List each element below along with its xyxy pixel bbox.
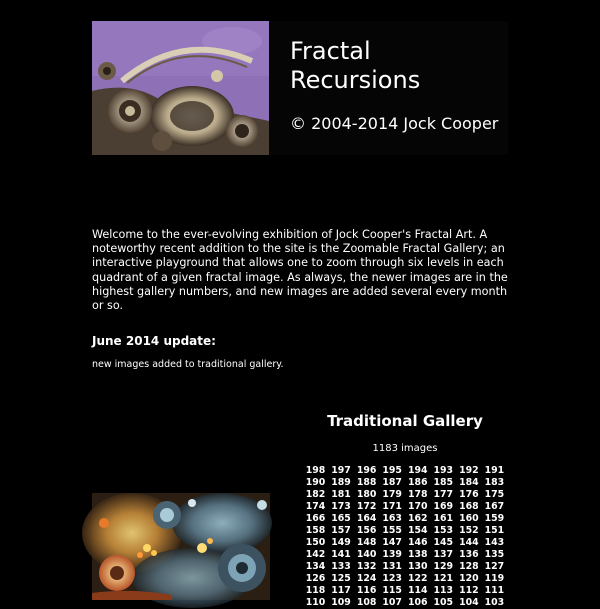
gallery-page-link[interactable]: 152: [459, 525, 479, 536]
gallery-page-link[interactable]: 169: [433, 501, 454, 512]
gallery-page-link[interactable]: 129: [433, 561, 454, 572]
gallery-page-link[interactable]: 168: [459, 501, 479, 512]
gallery-page-link[interactable]: 142: [305, 549, 326, 560]
gallery-page-link[interactable]: 181: [331, 489, 351, 500]
gallery-page-link[interactable]: 116: [356, 585, 377, 596]
gallery-number-row: [303, 537, 507, 549]
gallery-page-link[interactable]: 111: [484, 585, 505, 596]
gallery-number-row: [303, 573, 507, 585]
gallery-preview-image[interactable]: [92, 493, 270, 600]
gallery-page-link[interactable]: 122: [407, 573, 428, 584]
gallery-page-link[interactable]: 192: [459, 465, 479, 476]
gallery-page-link[interactable]: 135: [484, 549, 505, 560]
gallery-page-link[interactable]: 115: [382, 585, 402, 596]
gallery-page-link[interactable]: 194: [407, 465, 428, 476]
gallery-page-link[interactable]: 147: [382, 537, 402, 548]
gallery-page-link[interactable]: 141: [331, 549, 351, 560]
gallery-number-row: [303, 513, 507, 525]
gallery-page-link[interactable]: 186: [407, 477, 428, 488]
gallery-page-link[interactable]: 187: [382, 477, 402, 488]
gallery-page-link[interactable]: 161: [433, 513, 454, 524]
gallery-number-row: [303, 597, 507, 609]
gallery-page-link[interactable]: 165: [331, 513, 351, 524]
gallery-number-row: [303, 477, 507, 489]
gallery-number-row: [303, 585, 507, 597]
gallery-page-link[interactable]: 167: [484, 501, 505, 512]
gallery-page-link[interactable]: 180: [356, 489, 377, 500]
gallery-page-link[interactable]: 176: [459, 489, 479, 500]
site-title: [290, 37, 420, 95]
gallery-page-link[interactable]: 158: [305, 525, 326, 536]
gallery-page-link[interactable]: 121: [433, 573, 454, 584]
gallery-page-link[interactable]: 120: [459, 573, 479, 584]
gallery-page-link[interactable]: 198: [305, 465, 326, 476]
gallery-page-link[interactable]: 123: [382, 573, 402, 584]
update-text: new images added to traditional gallery.: [92, 359, 284, 370]
gallery-page-link[interactable]: 109: [331, 597, 351, 608]
gallery-page-link[interactable]: 125: [331, 573, 351, 584]
gallery-page-link[interactable]: 128: [459, 561, 479, 572]
gallery-page-link[interactable]: 106: [407, 597, 428, 608]
gallery-page-link[interactable]: 114: [407, 585, 428, 596]
gallery-page-link[interactable]: 190: [305, 477, 326, 488]
gallery-number-row: [303, 501, 507, 513]
gallery-page-link[interactable]: 137: [433, 549, 454, 560]
gallery-page-link[interactable]: 113: [433, 585, 454, 596]
gallery-page-link[interactable]: 118: [305, 585, 326, 596]
gallery-page-link[interactable]: 132: [356, 561, 377, 572]
gallery-page-link[interactable]: 179: [382, 489, 402, 500]
gallery-page-link[interactable]: 138: [407, 549, 428, 560]
gallery-page-link[interactable]: 139: [382, 549, 402, 560]
gallery-title: Traditional Gallery: [327, 412, 483, 430]
gallery-page-link[interactable]: 174: [305, 501, 326, 512]
gallery-page-link[interactable]: 196: [356, 465, 377, 476]
gallery-page-link[interactable]: 119: [484, 573, 505, 584]
gallery-page-link[interactable]: 177: [433, 489, 454, 500]
gallery-page-link[interactable]: 193: [433, 465, 454, 476]
gallery-page-link[interactable]: 156: [356, 525, 377, 536]
gallery-page-link[interactable]: 144: [459, 537, 479, 548]
intro-paragraph: Welcome to the ever-evolving exhibition of Jock Cooper's Fractal Art. A noteworthy recent addition to the site is the Zoomable Fractal Gallery; an interactive playground that allows one to zoom through six levels in each quadrant of a given fractal image. As always, the newer images are in the highest gallery numbers, and new images are added several every month or so.: [92, 228, 508, 313]
gallery-page-link[interactable]: 175: [484, 489, 505, 500]
gallery-page-link[interactable]: 162: [407, 513, 428, 524]
gallery-page-link[interactable]: 197: [331, 465, 351, 476]
gallery-page-link[interactable]: 170: [407, 501, 428, 512]
gallery-page-link[interactable]: 160: [459, 513, 479, 524]
gallery-number-row: [303, 465, 507, 477]
gallery-page-link[interactable]: 183: [484, 477, 505, 488]
gallery-number-grid: [303, 465, 507, 609]
gallery-page-link[interactable]: 173: [331, 501, 351, 512]
gallery-page-link[interactable]: 184: [459, 477, 479, 488]
gallery-page-link[interactable]: 148: [356, 537, 377, 548]
site-title-line1: Fractal: [290, 37, 371, 65]
gallery-page-link[interactable]: 171: [382, 501, 402, 512]
gallery-page-link[interactable]: 127: [484, 561, 505, 572]
gallery-page-link[interactable]: 172: [356, 501, 377, 512]
gallery-page-link[interactable]: 145: [433, 537, 454, 548]
gallery-number-row: [303, 561, 507, 573]
gallery-page-link[interactable]: 151: [484, 525, 505, 536]
gallery-page-link[interactable]: 117: [331, 585, 351, 596]
gallery-page-link[interactable]: 157: [331, 525, 351, 536]
gallery-page-link[interactable]: 126: [305, 573, 326, 584]
gallery-number-row: [303, 525, 507, 537]
gallery-page-link[interactable]: 191: [484, 465, 505, 476]
gallery-page-link[interactable]: 131: [382, 561, 402, 572]
gallery-page-link[interactable]: 155: [382, 525, 402, 536]
gallery-page-link[interactable]: 189: [331, 477, 351, 488]
gallery-page-link[interactable]: 108: [356, 597, 377, 608]
gallery-page-link[interactable]: 146: [407, 537, 428, 548]
copyright-notice: © 2004-2014 Jock Cooper: [290, 114, 499, 133]
gallery-page-link[interactable]: 107: [382, 597, 402, 608]
gallery-page-link[interactable]: 149: [331, 537, 351, 548]
gallery-number-row: [303, 489, 507, 501]
site-header: [92, 21, 508, 155]
gallery-number-row: [303, 549, 507, 561]
gallery-page-link[interactable]: 153: [433, 525, 454, 536]
image-count: 1183 images: [372, 443, 438, 454]
gallery-page-link[interactable]: 159: [484, 513, 505, 524]
site-title-line2: Recursions: [290, 66, 421, 94]
header-fractal-image: [92, 21, 269, 155]
gallery-page-link[interactable]: 182: [305, 489, 326, 500]
gallery-page-link[interactable]: 110: [305, 597, 326, 608]
gallery-page-link[interactable]: 166: [305, 513, 326, 524]
gallery-page-link[interactable]: 178: [407, 489, 428, 500]
gallery-page-link[interactable]: 163: [382, 513, 402, 524]
gallery-page-link[interactable]: 112: [459, 585, 479, 596]
gallery-page-link[interactable]: 154: [407, 525, 428, 536]
gallery-page-link[interactable]: 103: [484, 597, 505, 608]
gallery-page-link[interactable]: 134: [305, 561, 326, 572]
gallery-page-link[interactable]: 124: [356, 573, 377, 584]
gallery-page-link[interactable]: 150: [305, 537, 326, 548]
gallery-page-link[interactable]: 130: [407, 561, 428, 572]
gallery-page-link[interactable]: 104: [459, 597, 479, 608]
gallery-page-link[interactable]: 133: [331, 561, 351, 572]
gallery-page-link[interactable]: 136: [459, 549, 479, 560]
gallery-page-link[interactable]: 143: [484, 537, 505, 548]
gallery-page-link[interactable]: 188: [356, 477, 377, 488]
update-heading: June 2014 update:: [92, 334, 216, 348]
gallery-page-link[interactable]: 185: [433, 477, 454, 488]
gallery-page-link[interactable]: 140: [356, 549, 377, 560]
gallery-page-link[interactable]: 164: [356, 513, 377, 524]
gallery-page-link[interactable]: 105: [433, 597, 454, 608]
gallery-page-link[interactable]: 195: [382, 465, 402, 476]
